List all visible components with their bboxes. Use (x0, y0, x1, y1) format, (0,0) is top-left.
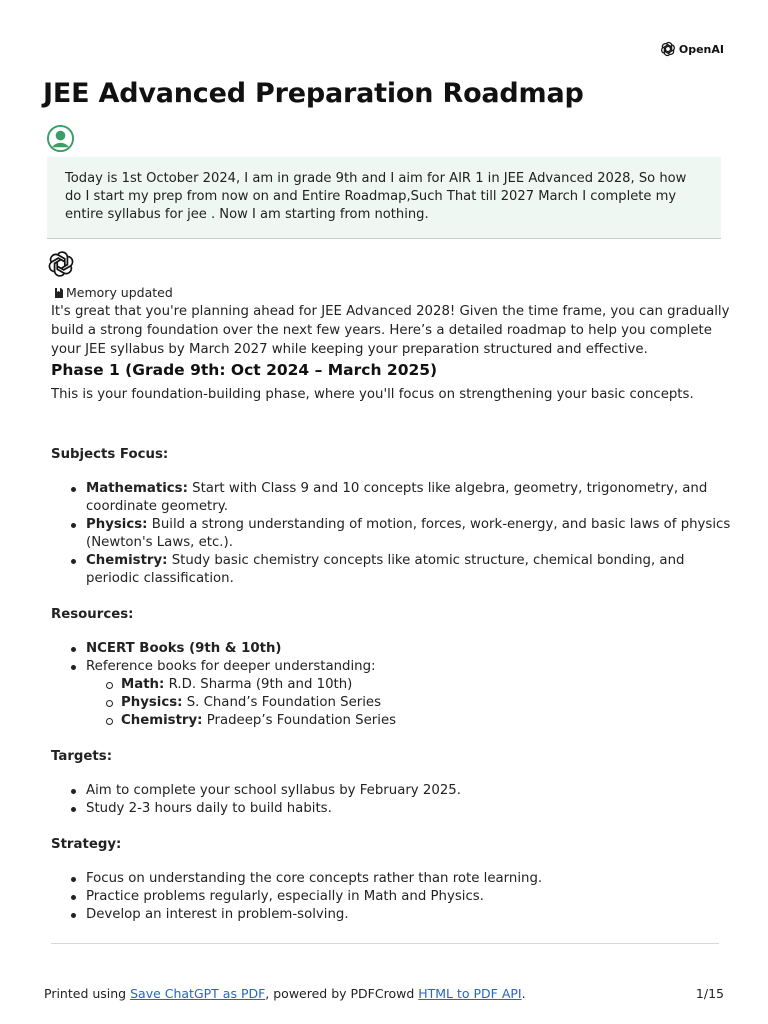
subjects-label: Subjects Focus: (51, 447, 169, 462)
list-item (86, 516, 731, 552)
intro-paragraph: It's great that you're planning ahead for JEE Advanced 2028! Given the time frame, you can gradually build a strong foundation over the next few years. Here’s a detailed roadmap to help you complete your JEE syllabus by March 2027 while keeping your preparation structured and effective. (51, 304, 730, 357)
list-item (86, 552, 731, 588)
book-subject: Math: (121, 677, 165, 692)
targets-list (51, 782, 731, 818)
list-item (86, 658, 731, 730)
list-item (121, 712, 731, 730)
memory-icon (53, 287, 65, 299)
strategy-label: Strategy: (51, 837, 122, 852)
page-title: JEE Advanced Preparation Roadmap (43, 78, 584, 109)
user-avatar-icon (46, 124, 75, 153)
chatgpt-icon (47, 250, 75, 278)
phase-title: Phase 1 (Grade 9th: Oct 2024 – March 2025) (51, 361, 438, 379)
strategy-list (51, 870, 731, 924)
section-divider (51, 943, 719, 944)
subject-text: Build a strong understanding of motion, forces, work-energy, and basic laws of physics (Newton's Laws, etc.). (86, 517, 731, 550)
resource-main: NCERT Books (9th & 10th) (86, 641, 282, 656)
memory-updated (53, 285, 173, 300)
resources-label: Resources: (51, 607, 134, 622)
html-to-pdf-link[interactable]: HTML to PDF API (418, 986, 522, 1001)
list-item: Study 2-3 hours daily to build habits. (86, 800, 731, 818)
list-item: Focus on understanding the core concepts rather than rote learning. (86, 870, 731, 888)
openai-logo-icon (660, 41, 676, 57)
subject-name: Mathematics: (86, 481, 188, 496)
book-subject: Chemistry: (121, 713, 203, 728)
book-title: R.D. Sharma (9th and 10th) (164, 677, 353, 692)
subject-name: Chemistry: (86, 553, 168, 568)
footer-suffix: . (521, 986, 526, 1001)
book-subject: Physics: (121, 695, 183, 710)
book-title: S. Chand’s Foundation Series (182, 695, 382, 710)
book-title: Pradeep’s Foundation Series (202, 713, 397, 728)
list-item (86, 480, 731, 516)
subject-text: Start with Class 9 and 10 concepts like algebra, geometry, trigonometry, and coordinate geometry. (86, 481, 708, 514)
subject-name: Physics: (86, 517, 148, 532)
footer-prefix: Printed using (44, 986, 131, 1001)
list-item (121, 694, 731, 712)
footer (44, 986, 526, 1001)
reference-books-list (86, 676, 731, 730)
list-item: Develop an interest in problem-solving. (86, 906, 731, 924)
targets-label: Targets: (51, 749, 113, 764)
assistant-response (51, 302, 731, 924)
openai-brand (660, 41, 724, 57)
brand-name: OpenAI (678, 42, 724, 56)
save-chatgpt-link[interactable]: Save ChatGPT as PDF (130, 986, 266, 1001)
list-item: Aim to complete your school syllabus by February 2025. (86, 782, 731, 800)
list-item: Practice problems regularly, especially in Math and Physics. (86, 888, 731, 906)
resource-ref: Reference books for deeper understanding: (86, 659, 376, 674)
list-item (121, 676, 731, 694)
resources-list (51, 640, 731, 730)
page-number: 1/15 (695, 986, 724, 1001)
memory-label: Memory updated (66, 285, 173, 300)
subjects-list (51, 480, 731, 588)
subject-text: Study basic chemistry concepts like atomic structure, chemical bonding, and periodic classification. (86, 553, 685, 586)
user-message: Today is 1st October 2024, I am in grade 9th and I aim for AIR 1 in JEE Advanced 2028, So how do I start my prep from now on and Entire Roadmap,Such That till 2027 March I complete my entire syllabus for jee . Now I am starting from nothing. (47, 157, 721, 239)
phase-intro: This is your foundation-building phase, where you'll focus on strengthening your basic concepts. (51, 387, 694, 402)
list-item (86, 640, 731, 658)
footer-middle: , powered by PDFCrowd (265, 986, 419, 1001)
